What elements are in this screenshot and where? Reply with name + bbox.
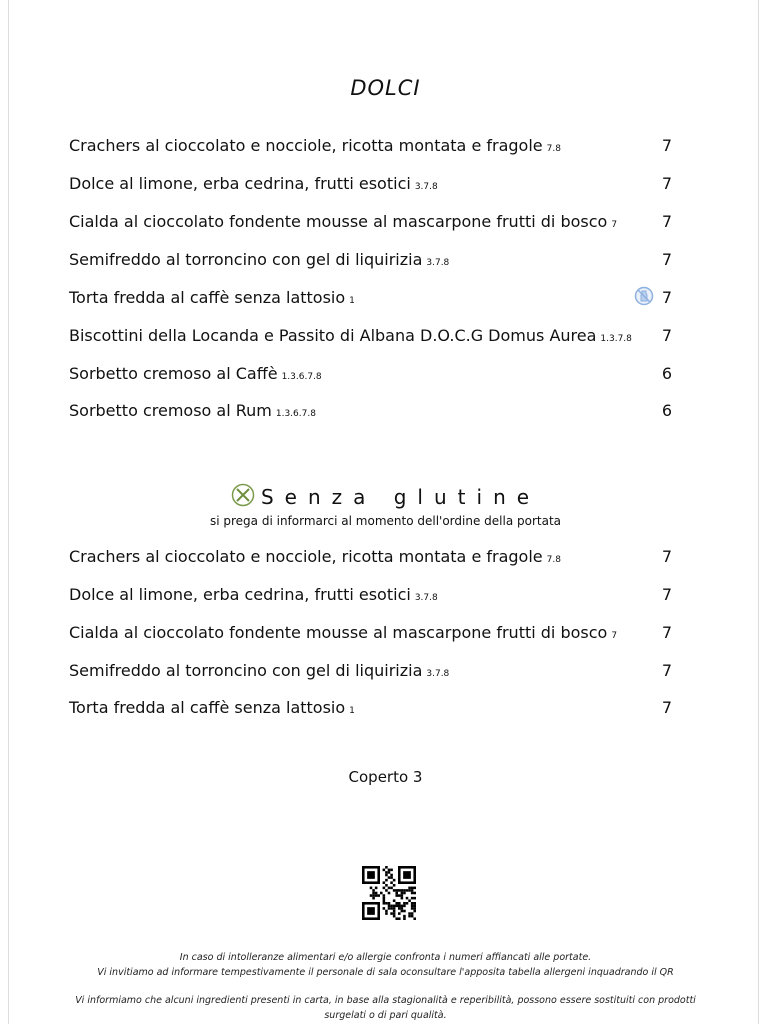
dish-name: Crachers al cioccolato e nocciole, ricotta montata e fragole [69, 136, 543, 155]
menu-item [69, 547, 672, 571]
allergen-codes: 7.8 [546, 555, 561, 565]
menu-item-name [69, 547, 561, 566]
allergen-codes: 7 [611, 631, 618, 641]
menu-item-name [69, 174, 438, 193]
menu-item [69, 698, 672, 722]
gluten-free-icon [231, 483, 255, 507]
menu-item-price: 7 [661, 661, 672, 680]
gluten-free-title: Senza glutine [260, 485, 541, 509]
menu-item [69, 250, 672, 274]
menu-item [69, 288, 672, 312]
footer-allergy-note-1: In caso di intolleranze alimentari e/o allergie confronta i numeri affiancati alle portate. [179, 952, 592, 963]
allergen-codes: 7.8 [546, 144, 561, 154]
dish-name: Cialda al cioccolato fondente mousse al mascarpone frutti di bosco [69, 623, 608, 642]
menu-item [69, 585, 672, 609]
footer-ingredients-note-2: surgelati o di pari qualità. [324, 1010, 447, 1021]
gluten-free-heading [0, 483, 771, 509]
menu-item-price: 6 [661, 364, 672, 383]
menu-item-price: 7 [661, 547, 672, 566]
page-edge [758, 0, 759, 1024]
menu-item-name [69, 364, 322, 383]
allergen-codes: 1.3.7.8 [600, 334, 632, 344]
coperto: Coperto 3 [348, 768, 423, 786]
menu-item [69, 326, 672, 350]
dish-name: Torta fredda al caffè senza lattosio [69, 288, 346, 307]
menu-item-price: 7 [661, 136, 672, 155]
menu-item-name [69, 401, 316, 420]
dish-name: Sorbetto cremoso al Rum [69, 401, 272, 420]
allergen-codes: 3.7.8 [426, 258, 450, 268]
menu-item [69, 136, 672, 160]
section-title: DOLCI [350, 76, 421, 100]
dish-name: Dolce al limone, erba cedrina, frutti esotici [69, 174, 411, 193]
allergen-codes: 3.7.8 [414, 182, 438, 192]
menu-item-name [69, 585, 438, 604]
allergen-codes: 1.3.6.7.8 [275, 409, 316, 419]
menu-item [69, 212, 672, 236]
dish-name: Semifreddo al torroncino con gel di liquirizia [69, 661, 423, 680]
footer-allergy-note-2: Vi invitiamo ad informare tempestivamente il personale di sala oconsultare l'apposita tabella allergeni inquadrando il QR [97, 967, 674, 978]
qr-code[interactable] [362, 866, 416, 920]
menu-item-price: 7 [661, 326, 672, 345]
menu-item-price: 7 [661, 212, 672, 231]
dish-name: Cialda al cioccolato fondente mousse al mascarpone frutti di bosco [69, 212, 608, 231]
menu-item-name [69, 326, 632, 345]
menu-item [69, 174, 672, 198]
menu-item-name [69, 136, 561, 155]
menu-item [69, 364, 672, 388]
allergen-codes: 1 [349, 706, 355, 716]
dish-name: Sorbetto cremoso al Caffè [69, 364, 278, 383]
menu-item [69, 623, 672, 647]
menu-item [69, 661, 672, 685]
menu-item-price: 7 [661, 623, 672, 642]
menu-item-price: 7 [661, 288, 672, 307]
menu-item-name [69, 698, 355, 717]
menu-item-name [69, 250, 449, 269]
allergen-codes: 3.7.8 [414, 593, 438, 603]
menu-item-price: 7 [661, 174, 672, 193]
dish-name: Crachers al cioccolato e nocciole, ricotta montata e fragole [69, 547, 543, 566]
menu-item-name [69, 288, 355, 307]
lactose-free-icon [634, 286, 654, 306]
dish-name: Dolce al limone, erba cedrina, frutti esotici [69, 585, 411, 604]
gluten-free-subtitle: si prega di informarci al momento dell'ordine della portata [209, 514, 561, 528]
menu-item-price: 6 [661, 401, 672, 420]
allergen-codes: 3.7.8 [426, 669, 450, 679]
menu-item-name [69, 623, 617, 642]
dish-name: Torta fredda al caffè senza lattosio [69, 698, 346, 717]
menu-item-name [69, 212, 617, 231]
allergen-codes: 7 [611, 220, 618, 230]
allergen-codes: 1.3.6.7.8 [281, 372, 322, 382]
footer-ingredients-note-1: Vi informiamo che alcuni ingredienti presenti in carta, in base alla stagionalità e reperibilità, possono essere sostituiti con prodotti [75, 995, 696, 1006]
menu-item-price: 7 [661, 698, 672, 717]
menu-item-price: 7 [661, 250, 672, 269]
allergen-codes: 1 [349, 296, 355, 306]
dish-name: Biscottini della Locanda e Passito di Albana D.O.C.G Domus Aurea [69, 326, 597, 345]
dish-name: Semifreddo al torroncino con gel di liquirizia [69, 250, 423, 269]
menu-item [69, 401, 672, 425]
menu-item-price: 7 [661, 585, 672, 604]
menu-item-name [69, 661, 449, 680]
page-edge [8, 0, 9, 1024]
